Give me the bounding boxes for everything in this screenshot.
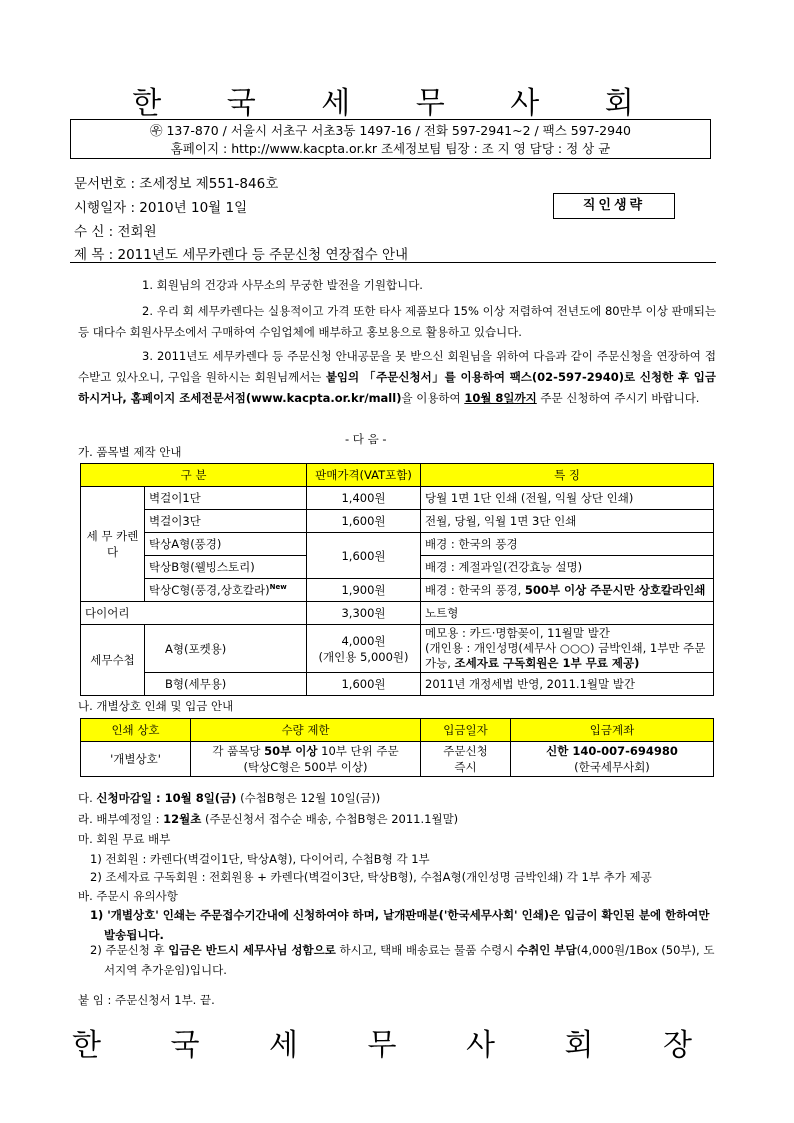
new-badge: New [269,583,287,592]
desc-text: 배경 : 한국의 풍경, [425,583,525,597]
homepage-line: 홈페이지 : http://www.kacpta.or.kr 조세정보팀 팀장 : 조 지 영 담당 : 정 상 균 [170,141,611,156]
notice-item-2 [90,940,716,980]
header-price: 판매가격(VAT포함) [307,464,421,487]
payment-table [80,718,714,777]
table-row [81,510,714,533]
desc-line: 메모용 : 카드·명함꽂이, 11월말 발간 [425,626,610,640]
group-calendar: 세 무 카렌다 [81,487,145,602]
table-row [81,487,714,510]
subject: 제 목 : 2011년도 세무카렌다 등 주문신청 연장접수 안내 [74,247,409,263]
section-na: 나. 개별상호 인쇄 및 입금 안내 [78,699,234,713]
p3-text-a: 3. 2011년도 세무카렌다 등 주문신청 안내공문을 못 받으신 회원님을 위하여 다음과 같이 주문신청을 연장하여 접수받고 있사오니, 구입을 원하시는 회원님께서는 [78,349,716,384]
price-line: 4,000원 [341,633,386,648]
attachment-line: 붙 임 : 주문신청서 1부. 끝. [78,993,215,1007]
item-desc [421,579,714,602]
p3-text-c: 을 이용하여 [401,391,465,405]
address-line: ㉾ 137-870 / 서울시 서초구 서초3동 1497-16 / 전화 597-2941~2 / 팩스 597-2940 [150,123,631,138]
table-header-row [81,464,714,487]
qty-text: 각 품목당 [212,744,265,758]
item-desc: 2011년 개정세법 반영, 2011.1월말 발간 [421,673,714,696]
free-distribution-heading: 마. 회원 무료 배부 [78,832,171,846]
paragraph-1: 1. 회원님의 건강과 사무소의 무궁한 발전을 기원합니다. [142,278,423,292]
date-line: 즉시 [454,760,477,774]
header-category: 구 분 [81,464,307,487]
table-row [81,673,714,696]
item-price: 3,300원 [307,602,421,625]
price-line: (개인용 5,000원) [318,649,409,664]
table-row [81,602,714,625]
list-text: (수첩B형은 12월 10일(금)) [236,791,381,805]
item-price: 1,400원 [307,487,421,510]
account-number: 신한 140-007-694980 [546,744,678,758]
signature-title: 한 국 세 무 사 회 장 [71,1028,723,1063]
item-name: 벽걸이1단 [145,487,307,510]
account-holder: (한국세무사회) [574,760,650,774]
recipient: 수 신 : 전회원 [74,224,157,240]
item-name: B형(세무용) [145,673,307,696]
date-line: 주문신청 [443,744,488,758]
item-price: 1,600원 [307,533,421,579]
product-table [80,463,714,696]
item-name: 탁상B형(웰빙스토리) [145,556,307,579]
table-header-row [81,719,714,742]
desc-bold: 500부 이상 주문시만 상호칼라인쇄 [524,583,706,597]
free-item-1: 1) 전회원 : 카렌다(벽걸이1단, 탁상A형), 다이어리, 수첩B형 각 1부 [90,852,430,866]
item-desc: 전월, 당월, 익월 1면 3단 인쇄 [421,510,714,533]
notice-item-1: 1) '개별상호' 인쇄는 주문접수기간내에 신청하여야 하며, 낱개판매분('한국세무사회' 인쇄)은 입금이 확인된 분에 한하여만 발송됩니다. [90,908,710,942]
da-eum-heading: - 다 음 - [345,432,387,446]
free-item-2: 2) 조세자료 구독회원 : 전회원용 + 카렌다(벽걸이3단, 탁상B형), 수첩A형(개인성명 금박인쇄) 각 1부 추가 제공 [90,870,652,884]
table-row [81,533,714,556]
issue-date: 시행일자 : 2010년 10월 1일 [74,200,248,216]
item-name: 벽걸이3단 [145,510,307,533]
doc-number: 문서번호 : 조세정보 제551-846호 [74,176,279,192]
list-text: 다. [78,791,97,805]
item-desc: 배경 : 계절과일(건강효능 설명) [421,556,714,579]
header-quantity: 수량 제한 [191,719,421,742]
p3-deadline: 10월 8일까지 [464,391,537,405]
header-feature: 특 징 [421,464,714,487]
item-name: A형(포켓용) [145,625,307,673]
org-title: 한 국 세 무 사 회 [132,86,662,121]
paragraph-2: 2. 우리 회 세무카렌다는 실용적이고 가격 또한 타사 제품보다 15% 이상 저렴하여 전년도에 80만부 이상 판매되는 등 대다수 회원사무소에서 구매하여 수임업체에 배부하고 홍보용으로 활용하고 있습니다. [78,304,716,339]
p3-text-bold: 붙임의 「주문신청서」를 이용하여 팩스(02-597-2940)로 신청한 후 입금하시거나, 홈페이지 조세전문서점(www.kacpta.or.kr/mall) [78,370,716,405]
header-account: 입금계좌 [511,719,714,742]
header-print-name: 인쇄 상호 [81,719,191,742]
quantity-cell [191,742,421,777]
section-ga: 가. 품목별 제작 안내 [78,445,182,459]
account-cell [511,742,714,777]
notice-heading: 바. 주문시 유의사항 [78,889,178,903]
qty-bold: 50부 이상 [264,744,318,758]
deadline-bold: 신청마감일 : 10월 8일(금) [96,791,237,805]
item-name [145,579,307,602]
list-text: (4,000원/1Box (50부), 도서지역 추가운임)입니다. [104,943,715,977]
qty-text: 10부 단위 주문 [317,744,399,758]
desc-text: (개인용 : 개인성명(세무사 ○○○) 금박인쇄, 1부만 주문 가능, [425,641,706,670]
item-desc: 배경 : 한국의 풍경 [421,533,714,556]
deadline-line [78,788,718,808]
desc-bold: 조세자료 구독회원은 1부 무료 제공) [454,656,640,670]
divider [70,262,716,263]
group-notebook: 세무수첩 [81,625,145,696]
item-price: 1,600원 [307,673,421,696]
p3-text-e: 주문 신청하여 주시기 바랍니다. [536,391,700,405]
header-payment-date: 입금일자 [421,719,511,742]
delivery-bold: 12월초 [163,812,202,826]
table-row [81,579,714,602]
desc-line [425,641,709,671]
item-name: 다이어리 [81,602,307,625]
item-price [307,625,421,673]
item-price: 1,600원 [307,510,421,533]
item-name-text: 탁상C형(풍경,상호칼라) [149,583,270,597]
list-text: 하시고, 택배 배송료는 물품 수령시 [335,943,517,957]
notice-bold: 입금은 반드시 세무사님 성함으로 [168,943,336,957]
list-text: 라. 배부예정일 : [78,812,164,826]
seal-omitted-stamp: 직인생략 [553,193,675,219]
item-desc: 노트형 [421,602,714,625]
quantity-line [195,743,416,759]
item-name: 탁상A형(풍경) [145,533,307,556]
print-name-cell: '개별상호' [81,742,191,777]
item-desc: 당월 1면 1단 인쇄 (전월, 익월 상단 인쇄) [421,487,714,510]
item-desc [421,625,714,673]
list-text: (주문신청서 접수순 배송, 수첩B형은 2011.1월말) [201,812,459,826]
address-box [70,119,711,159]
delivery-line [78,809,718,829]
paragraph-3 [78,346,716,409]
item-price: 1,900원 [307,579,421,602]
table-row [81,625,714,673]
payment-date-cell [421,742,511,777]
list-text: 2) 주문신청 후 [90,943,169,957]
quantity-note: (탁상C형은 500부 이상) [243,760,368,774]
table-row [81,742,714,777]
notice-bold: 수취인 부담 [517,943,577,957]
